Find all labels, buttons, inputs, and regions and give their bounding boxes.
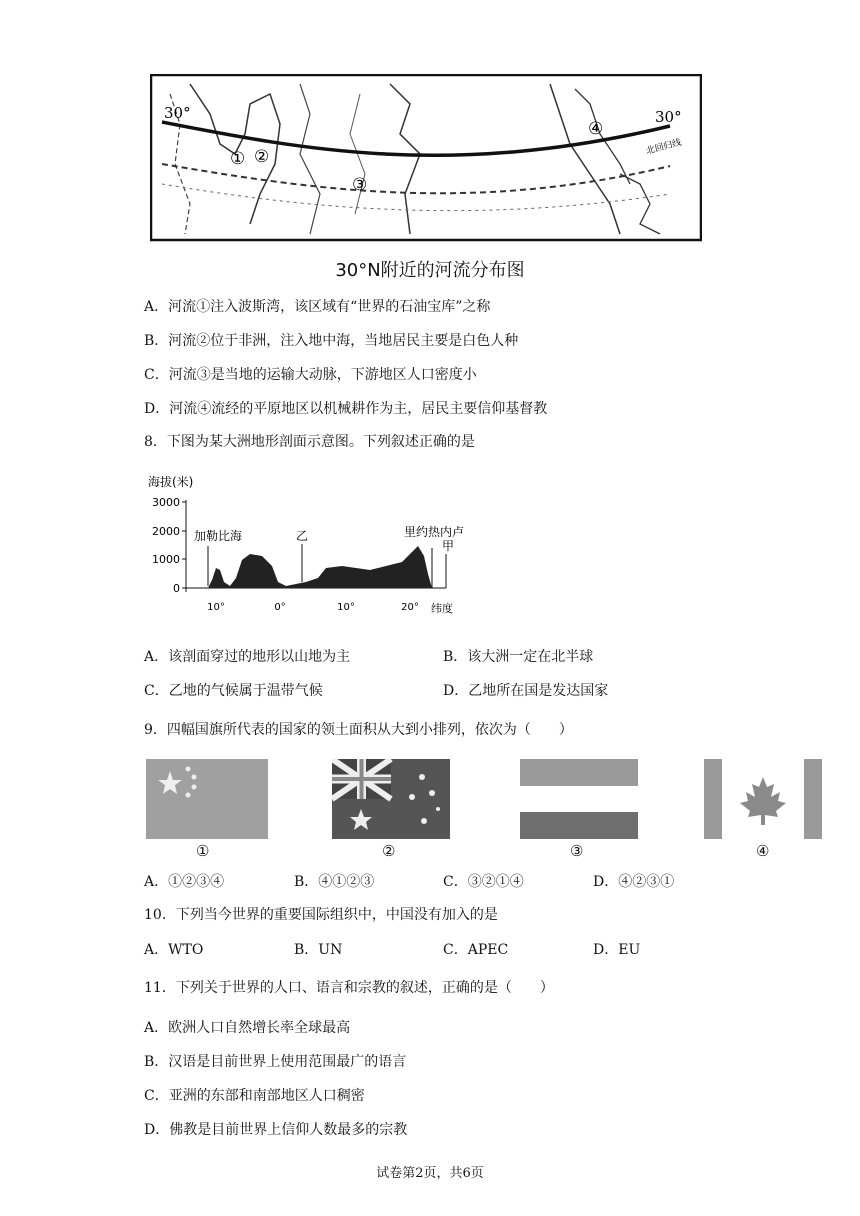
q11-option-a: A．欧洲人口自然增长率全球最高 bbox=[144, 1020, 351, 1036]
profile-x-title: 纬度 bbox=[431, 602, 453, 615]
river-marker-3: ③ bbox=[352, 175, 368, 195]
label-rio: 里约热内卢 bbox=[404, 525, 465, 539]
tropic-label: 北回归线 bbox=[645, 137, 683, 157]
q10-option-b: B．UN bbox=[294, 942, 343, 958]
flag-number-2: ② bbox=[382, 842, 396, 860]
x-tick-3: 10° bbox=[337, 602, 355, 613]
lat-label-right: 30° bbox=[655, 108, 682, 126]
q8-option-d: D．乙地所在国是发达国家 bbox=[443, 683, 609, 699]
x-tick-4: 20° bbox=[401, 602, 419, 613]
q11-option-b: B．汉语是目前世界上使用范围最广的语言 bbox=[144, 1054, 407, 1070]
q9-option-d: D．④②③① bbox=[593, 874, 675, 890]
q7-option-c: C．河流③是当地的运输大动脉，下游地区人口密度小 bbox=[144, 367, 477, 383]
flag-china bbox=[146, 759, 268, 843]
q11-option-d: D．佛教是目前世界上信仰人数最多的宗教 bbox=[144, 1122, 408, 1138]
flag-number-1: ① bbox=[196, 842, 210, 860]
lat-label-left: 30° bbox=[164, 104, 191, 122]
q8-option-b: B．该大洲一定在北半球 bbox=[443, 649, 594, 665]
q10-stem: 10．下列当今世界的重要国际组织中，中国没有加入的是 bbox=[144, 907, 498, 923]
q8-stem: 8．下图为某大洲地形剖面示意图。下列叙述正确的是 bbox=[144, 434, 475, 450]
map-caption: 30°N附近的河流分布图 bbox=[335, 260, 525, 281]
terrain-profile-figure bbox=[146, 470, 476, 618]
q8-option-a: A．该剖面穿过的地形以山地为主 bbox=[144, 649, 351, 665]
river-map bbox=[150, 74, 702, 242]
river-marker-1: ① bbox=[230, 149, 246, 169]
q8-option-c: C．乙地的气候属于温带气候 bbox=[144, 683, 323, 699]
x-tick-2: 0° bbox=[274, 602, 286, 613]
label-caribbean: 加勒比海 bbox=[194, 529, 243, 543]
q10-option-d: D．EU bbox=[593, 942, 641, 958]
y-tick-1000: 1000 bbox=[152, 553, 180, 566]
profile-y-title: 海拔(米) bbox=[148, 475, 194, 489]
q7-option-b: B．河流②位于非洲，注入地中海，当地居民主要是白色人种 bbox=[144, 333, 519, 349]
q11-option-c: C．亚洲的东部和南部地区人口稠密 bbox=[144, 1088, 365, 1104]
flag-australia bbox=[332, 759, 450, 843]
q9-option-b: B．④①②③ bbox=[294, 874, 375, 890]
q10-option-a: A．WTO bbox=[144, 942, 204, 958]
q7-option-a: A．河流①注入波斯湾，该区域有“世界的石油宝库”之称 bbox=[144, 299, 491, 315]
river-map-figure bbox=[150, 74, 702, 242]
y-tick-3000: 3000 bbox=[152, 496, 180, 509]
river-marker-2: ② bbox=[254, 147, 270, 167]
y-tick-2000: 2000 bbox=[152, 525, 180, 538]
page-footer: 试卷第2页，共6页 bbox=[376, 1166, 484, 1181]
q9-option-a: A．①②③④ bbox=[144, 874, 225, 890]
q7-option-d: D．河流④流经的平原地区以机械耕作为主，居民主要信仰基督教 bbox=[144, 401, 548, 417]
river-marker-4: ④ bbox=[588, 119, 604, 139]
flag-number-4: ④ bbox=[756, 842, 770, 860]
q9-stem: 9．四幅国旗所代表的国家的领土面积从大到小排列，依次为（ ） bbox=[144, 722, 573, 738]
q10-option-c: C．APEC bbox=[443, 942, 509, 958]
q11-stem: 11．下列关于世界的人口、语言和宗教的叙述，正确的是（ ） bbox=[144, 980, 554, 996]
flag-tricolor bbox=[520, 759, 638, 843]
label-jia: 甲 bbox=[442, 539, 455, 553]
y-tick-0: 0 bbox=[173, 582, 180, 595]
x-tick-1: 10° bbox=[207, 602, 225, 613]
flag-number-3: ③ bbox=[570, 842, 584, 860]
terrain-profile bbox=[146, 470, 476, 618]
flag-canada bbox=[704, 759, 822, 843]
label-yi: 乙 bbox=[296, 529, 309, 543]
q9-option-c: C．③②①④ bbox=[443, 874, 524, 890]
